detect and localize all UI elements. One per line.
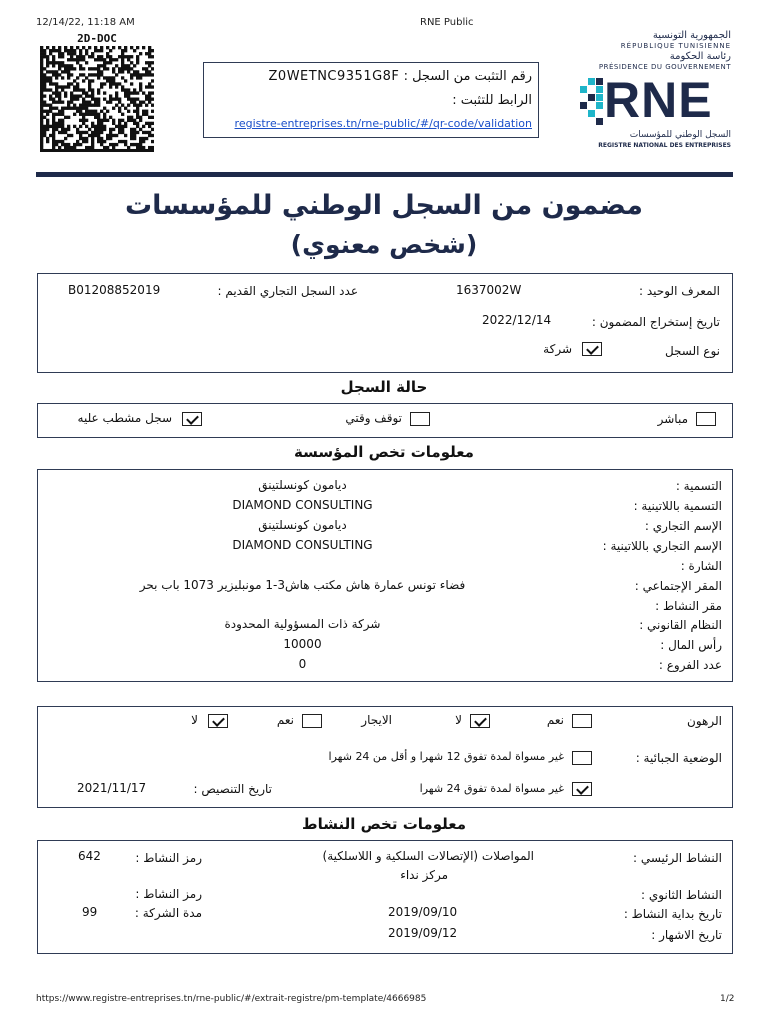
pledges-yes-label: نعم: [546, 713, 564, 727]
company-field-label: الإسم التجاري :: [644, 519, 722, 533]
lease-no-checkbox[interactable]: [208, 714, 228, 728]
record-type-label: نوع السجل: [664, 344, 720, 358]
company-field-label: التسمية باللاتينية :: [633, 499, 722, 513]
start-date-label: تاريخ بداية النشاط :: [623, 907, 722, 921]
page-subtitle: (شخص معنوي): [290, 230, 478, 259]
verification-box: [203, 62, 539, 138]
company-field-value: DIAMOND CONSULTING: [232, 498, 373, 512]
company-field-label: مقر النشاط :: [655, 599, 722, 613]
install-date-label: تاريخ التنصيص :: [193, 782, 272, 796]
company-field-value: شركة ذات المسؤولية المحدودة: [224, 617, 381, 631]
status-suspended-label: توقف وقتي: [345, 411, 402, 425]
activity-code-label: رمز النشاط :: [135, 851, 202, 865]
company-field-label: التسمية :: [675, 479, 722, 493]
old-number-value: B01208852019: [68, 283, 161, 297]
presidency-ar: رئاسة الحكومة: [669, 51, 731, 62]
duration-label: مدة الشركة :: [134, 906, 202, 920]
verification-link[interactable]: registre-entreprises.tn/rne-public/#/qr-code/validation: [234, 117, 532, 130]
pledges-no-label: لا: [455, 713, 462, 727]
activity-code-value: 642: [78, 849, 101, 863]
qr-code-image: [40, 46, 154, 152]
publish-date-value: 2019/09/12: [388, 926, 458, 940]
pledges-label: الرهون: [687, 714, 722, 728]
company-field-label: الإسم التجاري باللاتينية :: [602, 539, 722, 553]
tax-opt2-checkbox[interactable]: [572, 782, 592, 796]
company-field-value: 10000: [283, 637, 322, 651]
secondary-activity-code-label: رمز النشاط :: [135, 887, 202, 901]
verification-code: Z0WETNC9351G8F: [268, 69, 400, 84]
status-struck-off-label: سجل مشطب عليه: [77, 411, 172, 425]
page-title: مضمون من السجل الوطني للمؤسسات: [124, 190, 643, 221]
main-activity-value2: مركز نداء: [400, 868, 448, 882]
rne-logo: [572, 30, 737, 152]
status-active-label: مباشر: [657, 412, 688, 426]
unique-id-label: المعرف الوحيد :: [639, 284, 720, 298]
print-page-number: 1/2: [720, 994, 735, 1004]
qr-code-block: [40, 32, 154, 154]
header-divider: [36, 172, 733, 177]
qr-code-label: 2D-DOC: [77, 32, 117, 45]
activity-section-title: معلومات تخص النشاط: [302, 815, 466, 833]
rne-wordmark: RNE: [604, 72, 713, 128]
lease-yes-label: نعم: [276, 713, 294, 727]
company-field-value: فضاء تونس عمارة هاش مكتب هاش3-1 مونبليزير 1073 باب بحر: [139, 578, 466, 592]
republic-ar: الجمهورية التونسية: [652, 30, 731, 41]
presidency-fr: PRÉSIDENCE DU GOUVERNEMENT: [598, 63, 731, 71]
tax-opt1-checkbox[interactable]: [572, 751, 592, 765]
registry-ar: السجل الوطني للمؤسسات: [629, 130, 731, 140]
company-section-title: معلومات تخص المؤسسة: [294, 443, 474, 461]
company-field-value: ديامون كونسلتينق: [258, 518, 347, 532]
old-number-label: عدد السجل التجاري القديم :: [217, 284, 358, 298]
duration-value: 99: [82, 905, 98, 919]
pledges-no-checkbox[interactable]: [470, 714, 490, 728]
status-suspended-checkbox[interactable]: [410, 412, 430, 426]
print-tab-title: RNE Public: [420, 17, 474, 28]
tax-opt2-label: غير مسواة لمدة تفوق 24 شهرا: [419, 782, 564, 795]
company-field-label: المقر الإجتماعي :: [634, 579, 722, 593]
start-date-value: 2019/09/10: [388, 905, 458, 919]
verification-code-label: رقم التثبت من السجل :: [403, 69, 532, 84]
status-section-title: حالة السجل: [340, 378, 428, 396]
main-activity-value: المواصلات (الإتصالات السلكية و اللاسلكية): [322, 849, 534, 863]
rne-dots-icon: [574, 78, 604, 128]
record-type-checkbox[interactable]: [582, 342, 602, 356]
extract-date-label: تاريخ إستخراج المضمون :: [591, 315, 720, 329]
lease-no-label: لا: [191, 713, 198, 727]
company-field-label: عدد الفروع :: [658, 658, 722, 672]
status-active-checkbox[interactable]: [696, 412, 716, 426]
lease-label: الايجار: [361, 713, 392, 727]
record-type-value: شركة: [543, 342, 572, 356]
company-field-label: الشارة :: [680, 559, 722, 573]
company-field-value: 0: [298, 657, 307, 671]
extract-date-value: 2022/12/14: [482, 313, 552, 327]
verification-link-label: الرابط للتثبت :: [452, 93, 532, 108]
print-datetime: 12/14/22, 11:18 AM: [36, 17, 135, 28]
tax-opt1-label: غير مسواة لمدة تفوق 12 شهرا و أقل من 24 شهرا: [328, 750, 564, 763]
company-field-label: النظام القانوني :: [639, 618, 722, 632]
print-footer-url: https://www.registre-entreprises.tn/rne-public/#/extrait-registre/pm-template/4666985: [36, 994, 427, 1004]
company-field-label: رأس المال :: [660, 638, 722, 652]
company-field-value: DIAMOND CONSULTING: [232, 538, 373, 552]
secondary-activity-label: النشاط الثانوي :: [641, 888, 722, 902]
unique-id-value: 1637002W: [456, 283, 522, 297]
publish-date-label: تاريخ الاشهار :: [651, 928, 722, 942]
main-activity-label: النشاط الرئيسي :: [632, 851, 722, 865]
republic-fr: RÉPUBLIQUE TUNISIENNE: [620, 42, 731, 50]
pledges-yes-checkbox[interactable]: [572, 714, 592, 728]
tax-status-label: الوضعية الجبائية :: [635, 751, 722, 765]
status-struck-off-checkbox[interactable]: [182, 412, 202, 426]
company-field-value: ديامون كونسلتينق: [258, 478, 347, 492]
install-date-value: 2021/11/17: [77, 781, 147, 795]
registry-fr: REGISTRE NATIONAL DES ENTREPRISES: [598, 142, 731, 149]
lease-yes-checkbox[interactable]: [302, 714, 322, 728]
